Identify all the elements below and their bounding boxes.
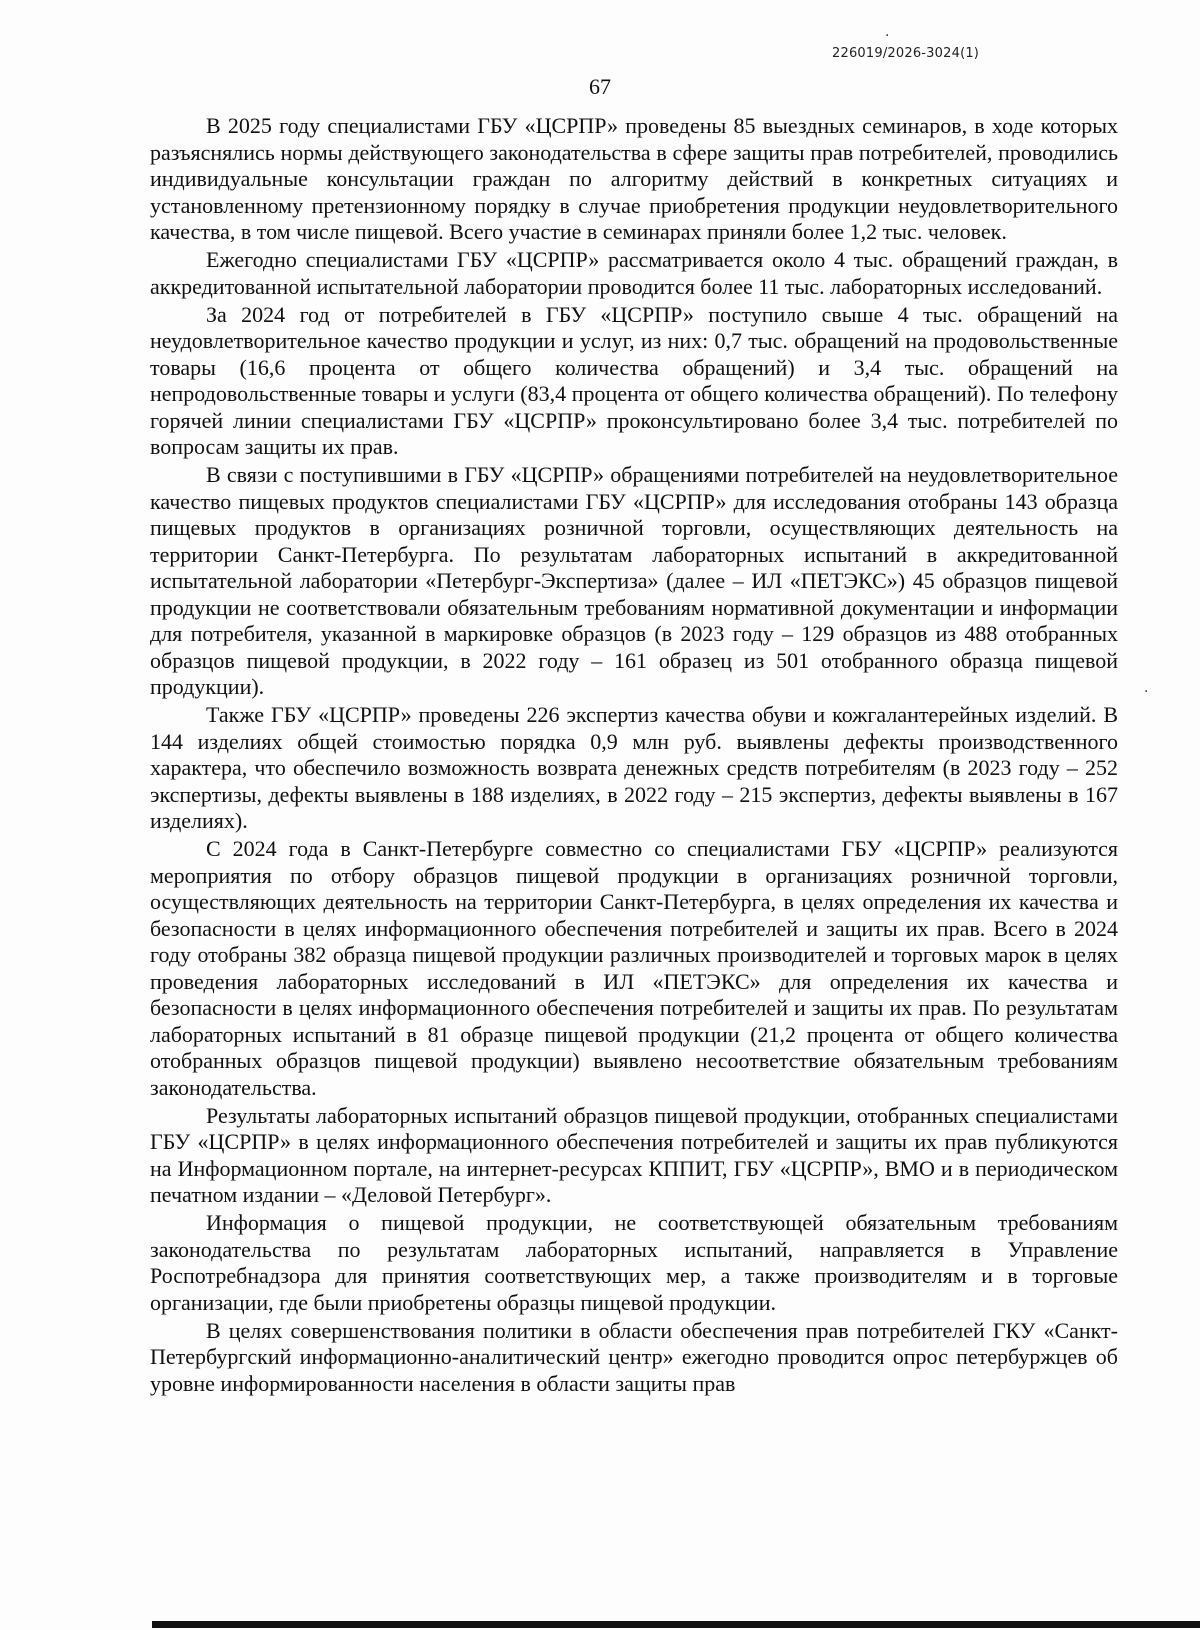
paragraph-seminars: В 2025 году специалистами ГБУ «ЦСРПР» проведены 85 выездных семинаров, в ходе которых разъяснялись нормы действующего законодательства в сфере защиты прав потребителей, проводились индивидуальные консультации граждан по алгоритму действий в конкретных ситуациях и установленному претензионному порядку в случае приобретения продукции неудовлетворительного качества, в том числе пищевой. Всего участие в семинарах приняли более 1,2 тыс. человек. bbox=[150, 113, 1118, 244]
paragraph-publication: Результаты лабораторных испытаний образцов пищевой продукции, отобранных специалистами ГБУ «ЦСРПР» в целях информационного обеспечения потребителей и защиты их прав публикуются на Информационном портале, на интернет-ресурсах КППИТ, ГБУ «ЦСРПР», ВМО и в периодическом печатном издании – «Деловой Петербург». bbox=[150, 1102, 1118, 1207]
scan-edge-bar bbox=[152, 1621, 1200, 1628]
paragraph-sampling-program: С 2024 года в Санкт-Петербурге совместно со специалистами ГБУ «ЦСРПР» реализуются мероприятия по отбору образцов пищевой продукции в организациях розничной торговли, осуществляющих деятельность на территории Санкт-Петербурга, в целях определения их качества и безопасности в целях информационного обеспечения потребителей и защиты их прав. Всего в 2024 году отобраны 382 образца пищевой продукции различных производителей и торговых марок в целях проведения лабораторных исследований в ИЛ «ПЕТЭКС» для определения их качества и безопасности в целях информационного обеспечения потребителей и защиты их прав. По результатам лабораторных испытаний в 81 образце пищевой продукции (21,2 процента от общего количества отобранных образцов пищевой продукции) выявлено несоответствие обязательным требованиям законодательства. bbox=[150, 836, 1118, 1100]
paragraph-footwear-expertise: Также ГБУ «ЦСРПР» проведены 226 экспертиз качества обуви и кожгалантерейных изделий. В 144 изделиях общей стоимостью порядка 0,9 млн руб. выявлены дефекты производственного характера, что обеспечило возможность возврата денежных средств потребителям (в 2023 году – 252 экспертизы, дефекты выявлены в 188 изделиях, в 2022 году – 215 экспертиз, дефекты выявлены в 167 изделиях). bbox=[150, 702, 1118, 833]
paragraph-rospotrebnadzor: Информация о пищевой продукции, не соответствующей обязательным требованиям законодательства по результатам лабораторных испытаний, направляется в Управление Роспотребнадзора для принятия соответствующих мер, а также производителям и в торговые организации, где были приобретены образцы пищевой продукции. bbox=[150, 1210, 1118, 1315]
scan-mark: · bbox=[1144, 684, 1149, 700]
scan-mark: · bbox=[885, 28, 890, 44]
paragraph-2024-appeals: За 2024 год от потребителей в ГБУ «ЦСРПР» поступило свыше 4 тыс. обращений на неудовлетворительное качество продукции и услуг, из них: 0,7 тыс. обращений на продовольственные товары (16,6 процента от общего количества обращений) и 3,4 тыс. обращений на непродовольственные товары и услуги (83,4 процента от общего количества обращений). По телефону горячей линии специалистами ГБУ «ЦСРПР» проконсультировано более 3,4 тыс. потребителей по вопросам защиты их прав. bbox=[150, 301, 1118, 459]
paragraph-survey: В целях совершенствования политики в области обеспечения прав потребителей ГКУ «Санкт-Петербургский информационно-аналитический центр» ежегодно проводится опрос петербуржцев об уровне информированности населения в области защиты прав bbox=[150, 1317, 1118, 1396]
page-number: 67 bbox=[589, 74, 611, 99]
paragraph-food-samples: В связи с поступившими в ГБУ «ЦСРПР» обращениями потребителей на неудовлетворительное качество пищевых продуктов специалистами ГБУ «ЦСРПР» для исследования отобраны 143 образца пищевых продуктов в организациях розничной торговли, осуществляющих деятельность на территории Санкт-Петербурга. По результатам лабораторных испытаний в аккредитованной испытательной лаборатории «Петербург-Экспертиза» (далее – ИЛ «ПЕТЭКС») 45 образцов пищевой продукции не соответствовали обязательным требованиям нормативной документации и информации для потребителя, указанной в маркировке образцов (в 2023 году – 129 образцов из 488 отобранных образцов пищевой продукции, в 2022 году – 161 образец из 501 отобранного образца пищевой продукции). bbox=[150, 462, 1118, 699]
document-body bbox=[150, 113, 1118, 1399]
paragraph-annual-appeals: Ежегодно специалистами ГБУ «ЦСРПР» рассматривается около 4 тыс. обращений граждан, в аккредитованной испытательной лаборатории проводится более 11 тыс. лабораторных исследований. bbox=[150, 247, 1118, 299]
document-registration-number: 226019/2026-3024(1) bbox=[832, 46, 980, 61]
